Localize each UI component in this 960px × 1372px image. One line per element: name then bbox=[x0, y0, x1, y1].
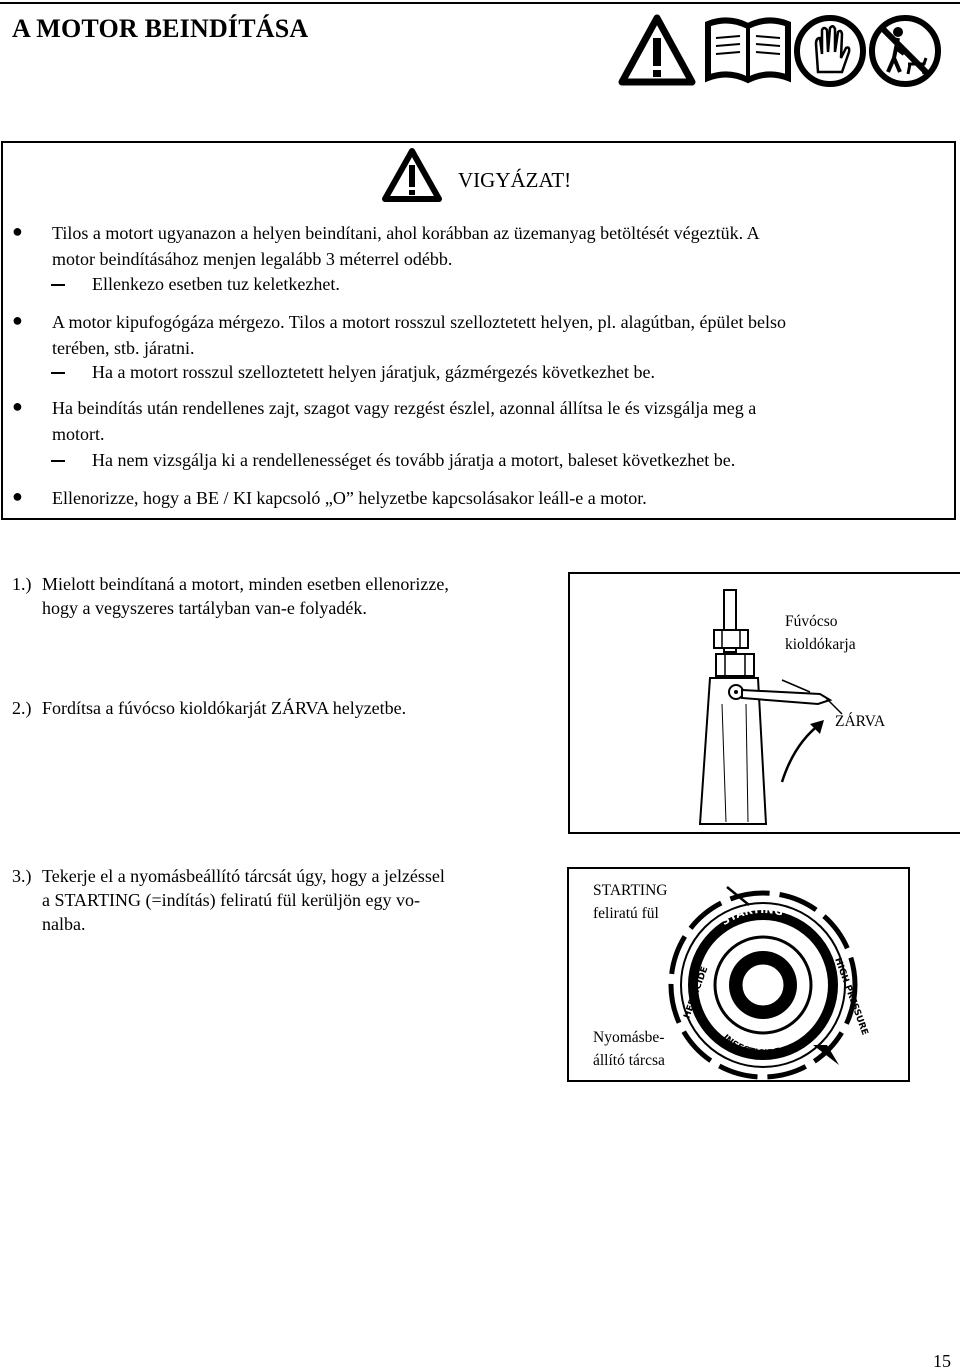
svg-text:INSECTICIDE bbox=[720, 1033, 781, 1059]
warning-triangle-icon bbox=[618, 14, 696, 86]
pressure-dial-figure bbox=[567, 867, 910, 1082]
nozzle-lever-drawing bbox=[570, 574, 960, 832]
warning-heading: VIGYÁZAT! bbox=[458, 168, 572, 192]
step-text: Tekerje el a nyomásbeállító tárcsát úgy, hogy a jelzéssel a STARTING (=indítás) feliratú fül kerüljön egy vo- nalba. bbox=[42, 866, 445, 934]
step-2 bbox=[12, 696, 552, 722]
page-title: A MOTOR BEINDÍTÁSA bbox=[12, 14, 309, 43]
bullet-icon: ● bbox=[12, 486, 23, 506]
warning-consequence: Ha nem vizsgálja ki a rendellenességet és tovább járatja a motort, baleset következhet be. bbox=[92, 450, 736, 470]
step-text: Fordítsa a fúvócso kioldókarját ZÁRVA helyzetbe. bbox=[42, 698, 407, 718]
warning-triangle-icon bbox=[382, 148, 442, 202]
dial-herbicide-text: HERBICIDE bbox=[682, 965, 711, 1021]
top-rule bbox=[0, 2, 960, 4]
warning-bullet-text: Ellenorizze, hogy a BE / KI kapcsoló „O” helyzetbe kapcsolásakor leáll-e a motor. bbox=[52, 488, 647, 508]
dash-icon bbox=[51, 460, 65, 462]
step-3 bbox=[12, 864, 552, 940]
no-bystanders-icon bbox=[868, 14, 942, 88]
warning-bullet-text: A motor kipufogógáza mérgezo. Tilos a motort rosszul szelloztetett helyen, pl. alagútban, épület belso terében, stb. járatni. bbox=[52, 312, 787, 358]
warning-consequence: Ha a motort rosszul szelloztetett helyen járatjuk, gázmérgezés következhet be. bbox=[92, 362, 655, 382]
lever-label: Fúvócso kioldókarja bbox=[785, 613, 856, 653]
gloves-icon bbox=[794, 14, 866, 88]
dial-starting-text: STARTING bbox=[718, 902, 785, 929]
dial-insecticide-text: INSECTICIDE bbox=[720, 1033, 782, 1059]
tab-label: STARTING feliratú fül bbox=[593, 882, 668, 922]
step-number: 1.) bbox=[12, 574, 32, 594]
step-1 bbox=[12, 572, 552, 624]
svg-text:STARTING bbox=[719, 903, 785, 928]
step-number: 2.) bbox=[12, 698, 32, 718]
step-text: Mielott beindítaná a motort, minden esetben ellenorizze, hogy a vegyszeres tartályban van-e folyadék. bbox=[42, 574, 449, 618]
dial-label: Nyomásbe- állító tárcsa bbox=[593, 1026, 665, 1072]
warning-bullet-text: Ha beindítás után rendellenes zajt, szagot vagy rezgést észlel, azonnal állítsa le és vizsgálja meg a motort. bbox=[52, 398, 757, 444]
closed-label: ZÁRVA bbox=[835, 713, 886, 730]
dash-icon bbox=[51, 284, 65, 286]
bullet-icon: ● bbox=[12, 221, 23, 241]
dial-high-pressure-text: HIGH PRESSURE bbox=[832, 956, 870, 1037]
nozzle-lever-figure bbox=[568, 572, 960, 834]
bullet-icon: ● bbox=[12, 396, 23, 416]
warning-bullet-text: Tilos a motort ugyanazon a helyen beindítani, ahol korábban az üzemanyag betöltését végeztük. A motor beindításához menjen legalább 3 méterrel odébb. bbox=[52, 223, 760, 269]
warning-consequence: Ellenkezo esetben tuz keletkezhet. bbox=[92, 274, 340, 294]
dash-icon bbox=[51, 372, 65, 374]
manual-book-icon bbox=[704, 14, 792, 86]
step-number: 3.) bbox=[12, 866, 32, 886]
page-number: 15 bbox=[933, 1351, 951, 1371]
bullet-icon: ● bbox=[12, 310, 23, 330]
